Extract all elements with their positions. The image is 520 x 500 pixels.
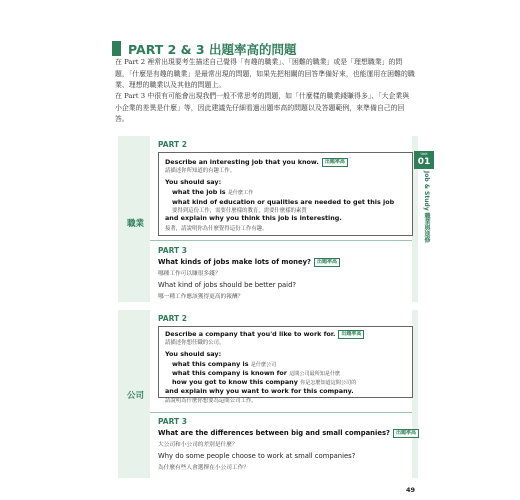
question-text: What kinds of jobs make lots of money?	[158, 258, 311, 266]
cue-item-en: what this company is known for	[172, 369, 287, 377]
part2-label: PART 2	[158, 314, 187, 323]
prompt-text: Describe a company that you'd like to work for.	[165, 330, 336, 338]
cue-item: and explain why you want to work for this company.	[165, 387, 354, 395]
section-label-job: 職業	[127, 219, 145, 229]
cue-item: and explain why you think this job is interesting.	[165, 214, 342, 222]
heading-marker	[112, 41, 121, 56]
cue-item-zh: 請說明為什麼你想要為這間公司工作。	[165, 398, 257, 404]
section-label-company: 公司	[127, 391, 145, 401]
page-number: 49	[406, 486, 416, 494]
intro-paragraph-1: 在 Part 2 裡常出現要考生描述自己覺得「有趣的職業」、「困難的職業」或是「理想職業」的問題，「什麼是有趣的職業」是最常出現的問題，如果先把相關的回答準備好來，也能運用在困難的職業、理想的職業以及其他的問題上。	[115, 58, 415, 89]
question-text: What are the differences between big and small companies?	[158, 429, 390, 437]
cue-item-zh: 是什麼公司	[250, 362, 277, 368]
chapter-title: Job & Study 職業與進修	[423, 171, 430, 243]
part3-question-zh: 大公司和小公司的差別是什麼？	[158, 442, 238, 448]
cue-item-en: how you got to know this company	[172, 378, 298, 386]
unit-badge	[414, 151, 434, 169]
frequency-badge: 出題率高	[322, 158, 348, 167]
part3-label: PART 3	[158, 417, 187, 426]
part2-label: PART 2	[158, 140, 187, 149]
cue-item	[172, 188, 253, 196]
unit-number: 01	[417, 157, 431, 167]
intro-paragraph-2: 在 Part 3 中很有可能會出現我們一般不常思考的問題，如「什麼樣的職業錢賺得多」、「大企業與小企業的差異是什麼」等，因此建議先仔細看過出題率高的問題以及答題範例，來準備自己的回答。	[115, 92, 410, 123]
cue-card-prompt-zh: 請描述你想任職的公司。	[165, 340, 225, 346]
part3-question	[158, 429, 419, 438]
part3-label: PART 3	[158, 246, 187, 255]
chapter-side-tab	[414, 151, 434, 243]
part3-question	[158, 258, 340, 267]
cue-item	[172, 360, 276, 368]
cue-item-en: what the job is	[172, 188, 226, 196]
cue-card-say: You should say:	[165, 350, 222, 358]
frequency-badge: 出題率高	[393, 429, 419, 438]
cue-item-zh: 是什麼工作	[227, 190, 254, 196]
divider	[150, 412, 412, 413]
cue-item-zh: 這間公司最所知是什麼	[289, 371, 341, 377]
frequency-badge: 出題率高	[338, 330, 364, 339]
part3-question-zh: 為什麼有些人會選擇在小公司工作？	[158, 465, 249, 471]
part3-question: Why do some people choose to work at small companies?	[158, 452, 356, 460]
part3-question-zh: 哪種工作可以賺很多錢？	[158, 271, 221, 277]
unit-label: Unit	[420, 152, 428, 156]
cue-item-zh: 你是怎麼知道這間公司的	[300, 380, 357, 386]
page-title: PART 2 & 3 出題率高的問題	[128, 42, 297, 57]
section-heading	[112, 40, 412, 58]
prompt-text: Describe an interesting job that you know.	[165, 158, 319, 166]
part3-question-zh: 哪一種工作應該獲得更高的報酬？	[158, 294, 244, 300]
cue-card-say: You should say:	[165, 178, 222, 186]
part3-question: What kind of jobs should be better paid?	[158, 281, 296, 289]
cue-card-prompt-zh: 請描述你所知道的有趣工作。	[165, 168, 236, 174]
cue-item	[172, 378, 356, 386]
cue-item	[172, 369, 340, 377]
cue-item-zh: 要得到這份工作，需要什麼樣的教育，需要什麼樣的素質	[172, 208, 307, 214]
divider	[150, 240, 412, 241]
cue-item: what kind of education or qualities are needed to get this job	[172, 198, 395, 206]
cue-item-zh: 接著，請說明你為什麼覺得這份工作有趣。	[165, 226, 268, 232]
cue-item-en: what this company is	[172, 360, 249, 368]
frequency-badge: 出題率高	[314, 258, 340, 267]
